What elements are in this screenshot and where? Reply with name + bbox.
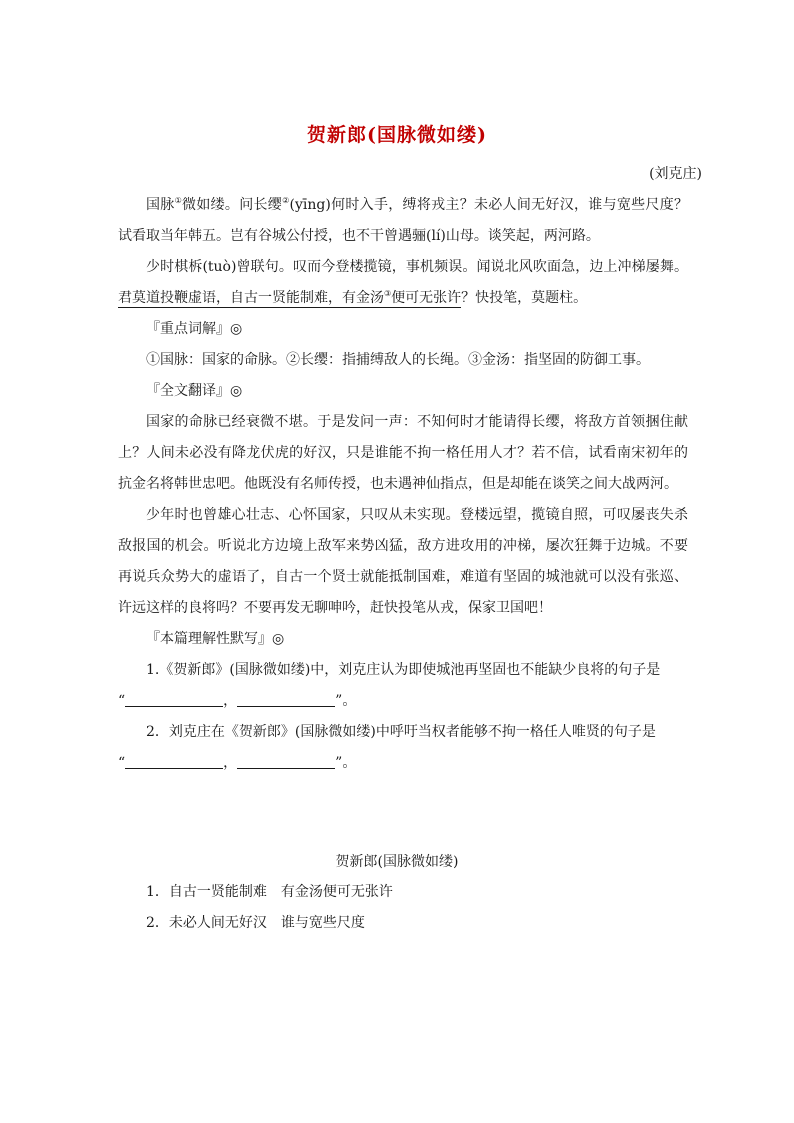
comma: ， [223,693,238,709]
poem-stanza-1 [118,190,688,252]
translation-paragraph-2: 少年时也曾雄心壮志、心怀国家，只叹从未实现。登楼远望，揽镜自照，可叹屡丧失杀敌报国的机会。听说北方边境上敌军来势凶猛，敌方进攻用的冲梯，屡次狂舞于边城。不要再说兵众势大的虚语了，自古一个贤士就能抵制国难，难道有坚固的城池就可以没有张巡、许远这样的良将吗？不要再发无聊呻吟，赶快投笔从戎，保家卫国吧！ [118,507,688,616]
poem-text: 少时棋柝(tuò)曾联句。叹而今登楼揽镜，事机频误。闻说北风吹面急，边上冲梯屡舞。 [146,259,688,275]
poem-body [118,190,688,314]
dictation-heading: 『本篇理解性默写』◎ [146,631,285,647]
poem-text: (yīng)何时入手，缚将戎主？未必人间无好汉，谁与宽些尺度？试看取当年韩五。岂有谷城公付授，也不干曾遇骊(lí)山母。谈笑起，两河路。 [118,197,689,244]
answer-blank[interactable] [237,691,335,707]
quote-mark: ”。 [335,755,357,771]
vocab-section [118,314,688,779]
quote-mark: ”。 [335,693,357,709]
question-1-blanks [118,686,688,717]
poem-stanza-2 [118,252,688,314]
footnote-mark: ③ [384,289,392,298]
poem-author: (刘克庄) [649,166,702,182]
vocab-notes: ①国脉：国家的命脉。②长缨：指捕缚敌人的长绳。③金汤：指坚固的防御工事。 [146,352,650,368]
poem-text: 君莫道投鞭虚语，自古一贤能制难，有金汤 [118,290,384,306]
answers-title: 贺新郎(国脉微如缕) [335,854,459,870]
translation-heading: 『全文翻译』◎ [146,383,243,399]
quote-mark: “ [118,755,126,771]
question-2-blanks [118,748,688,779]
question-1: 1.《贺新郎》(国脉微如缕)中，刘克庄认为即使城池再坚固也不能缺少良将的句子是 [146,662,661,678]
question-2: 2．刘克庄在《贺新郎》(国脉微如缕)中呼吁当权者能够不拘一格任人唯贤的句子是 [146,724,656,740]
poem-text: ？快投笔，莫题柱。 [461,290,588,306]
footnote-mark: ① [174,196,183,205]
footnote-mark: ② [282,196,290,205]
answer-blank[interactable] [237,753,335,769]
vocab-heading: 『重点词解』◎ [146,321,243,337]
underlined-line [118,290,461,308]
answer-blank[interactable] [125,753,223,769]
answer-1: 1．自古一贤能制难 有金汤便可无张许 [146,884,393,900]
poem-title: 贺新郎(国脉微如缕) [307,124,487,146]
comma: ， [223,755,238,771]
quote-mark: “ [118,693,126,709]
answer-blank[interactable] [125,691,223,707]
translation-paragraph-1: 国家的命脉已经衰微不堪。于是发问一声：不知何时才能请得长缨，将敌方首领捆住献上？人间未必没有降龙伏虎的好汉，只是谁能不拘一格任用人才？若不信，试看南宋初年的抗金名将韩世忠吧。他既没有名师传授，也未遇神仙指点，但是却能在谈笑之间大战两河。 [118,414,688,492]
poem-text: 国脉 [146,197,175,213]
poem-text: 微如缕。问长缨 [182,197,283,213]
answer-2: 2．未必人间无好汉 谁与宽些尺度 [146,915,365,931]
poem-text: 便可无张许 [391,290,462,306]
